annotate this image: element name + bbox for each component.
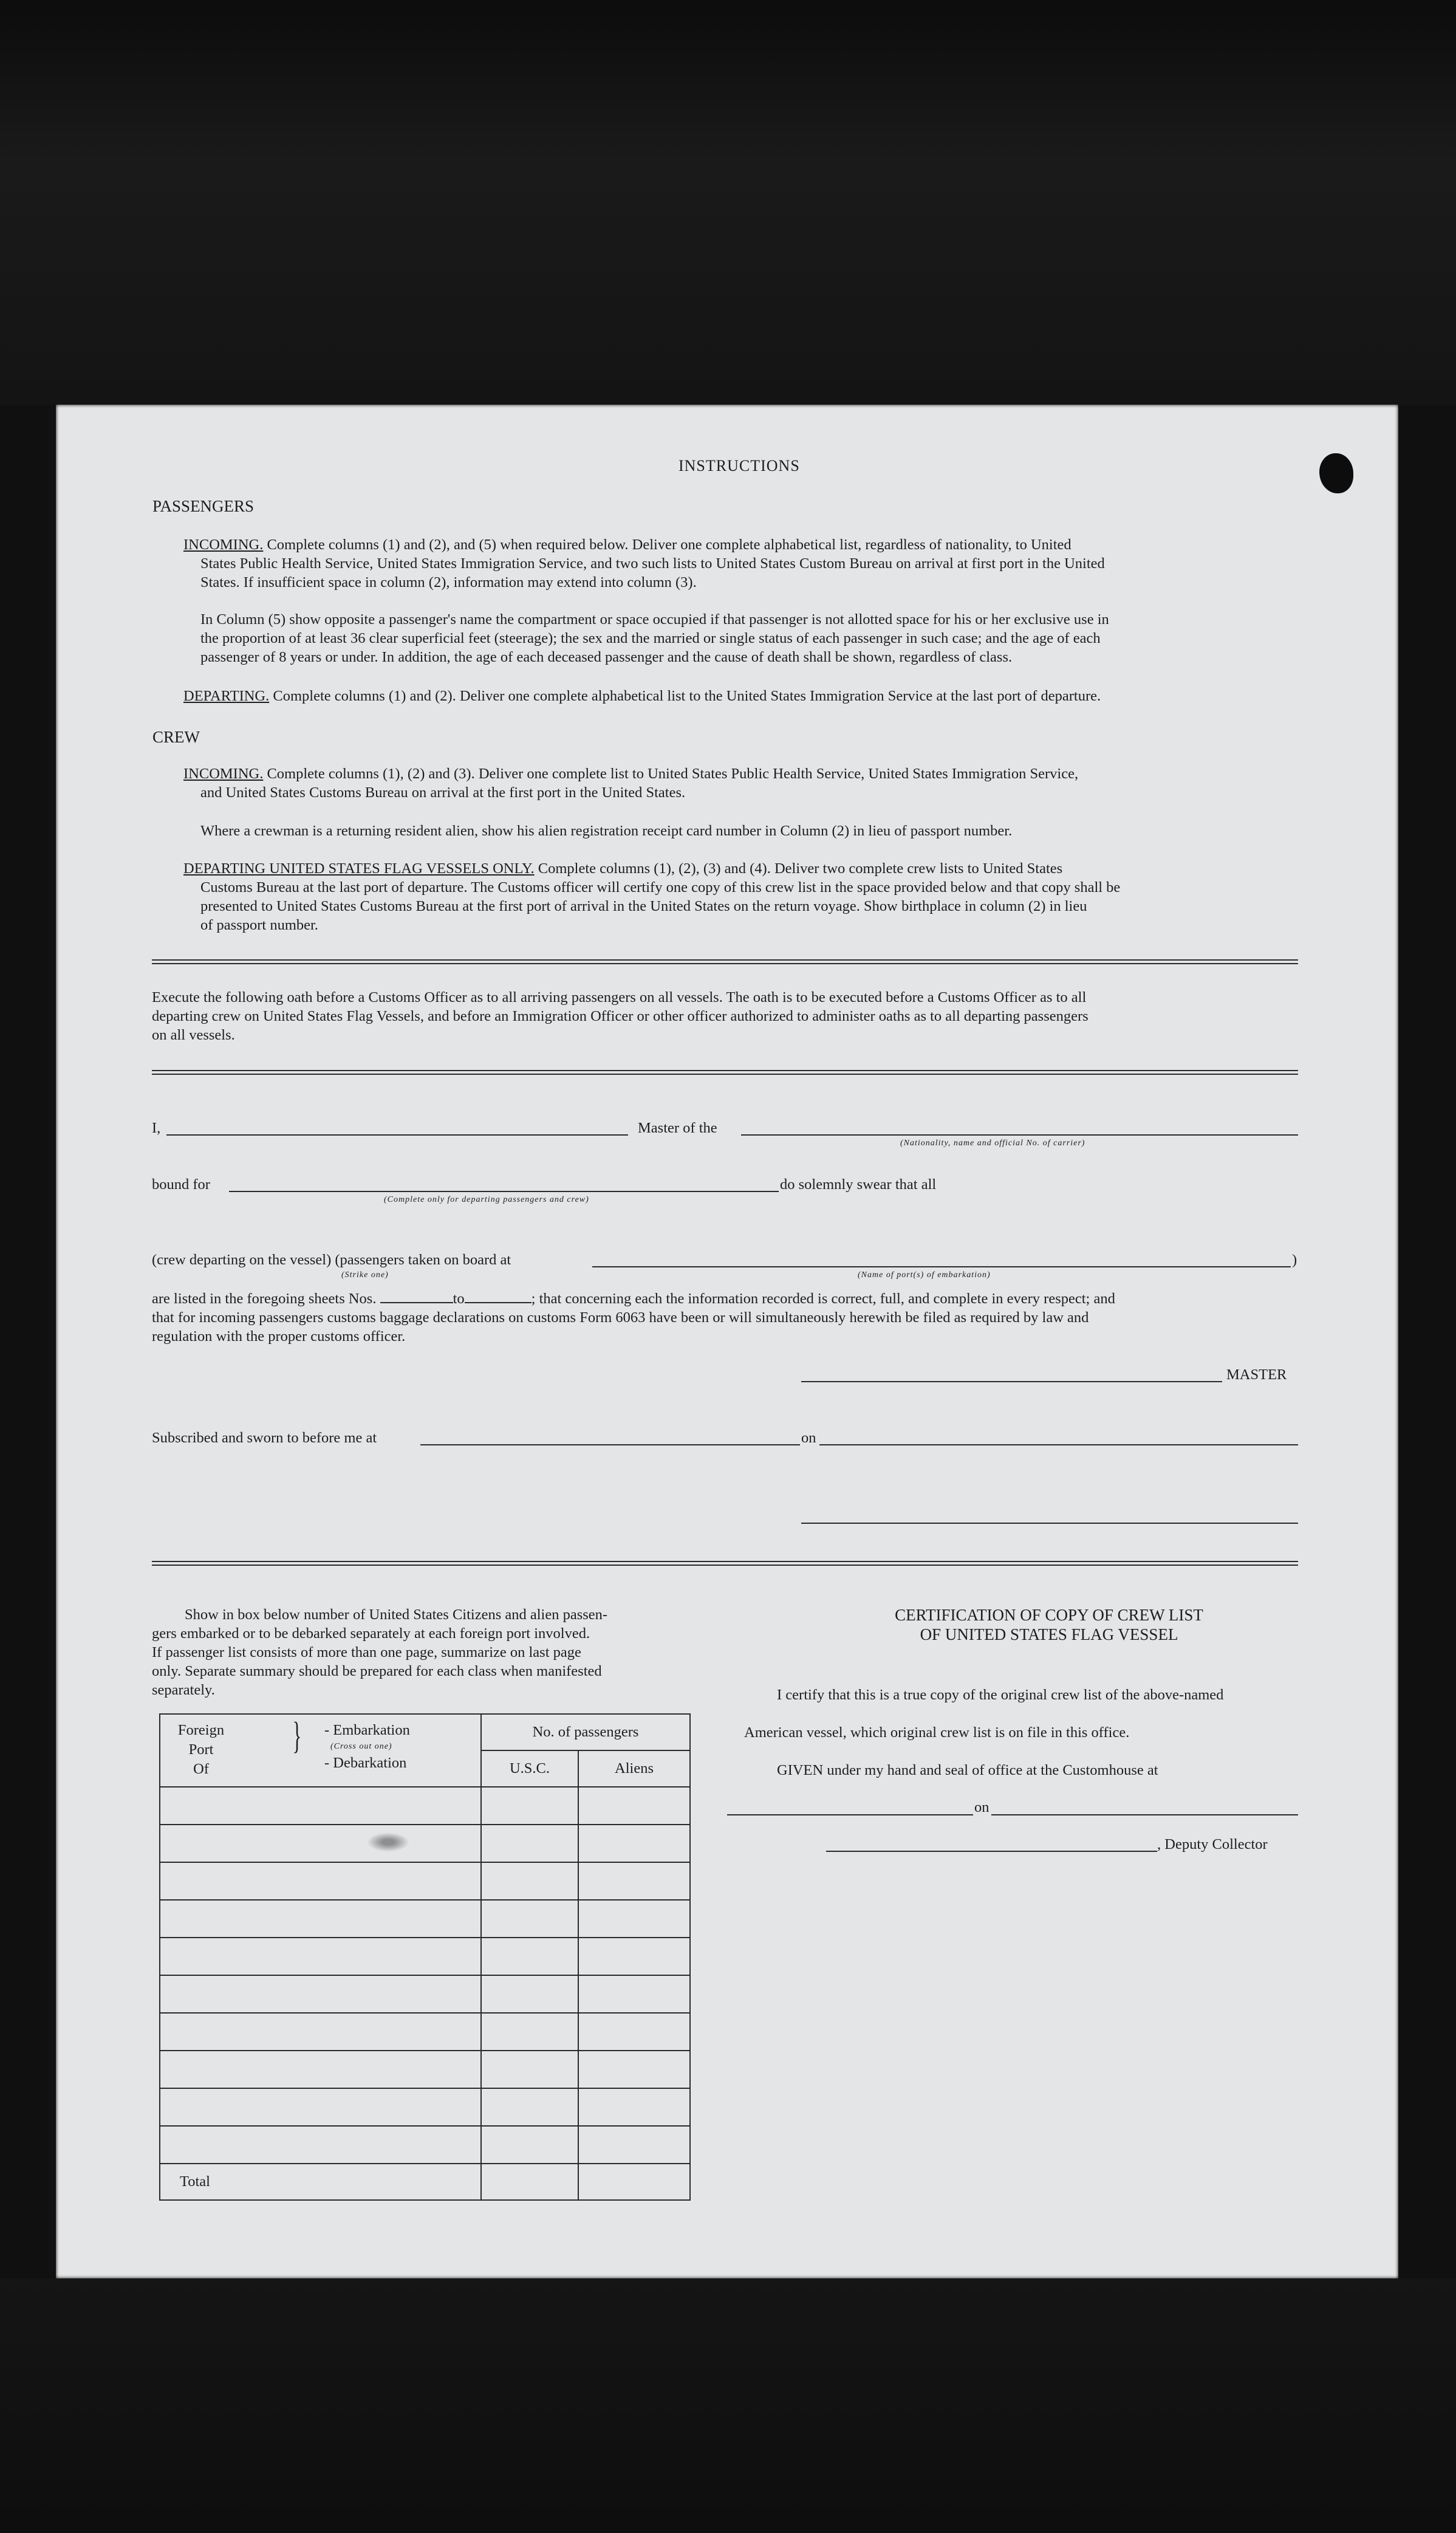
bound-caption: (Complete only for departing passengers and crew) [384,1195,589,1204]
port-cell[interactable] [160,1975,481,2013]
oath-execution-note [152,988,1298,1044]
master-signature-line[interactable] [801,1381,1222,1382]
divider [152,1070,1298,1075]
of-label: Of [193,1761,209,1777]
passengers-incoming-line: States Public Health Service, United States Immigration Service, and two such lists to United States Custom Bureau on arrival at first port in the United [200,555,1105,572]
passenger-summary-table [159,1713,691,2201]
summary-row [160,1787,690,1825]
summary-note-line: Show in box below number of United States Citizens and alien passen- [185,1606,608,1623]
swear-label: do solemnly swear that all [780,1176,937,1193]
aliens-cell[interactable] [578,1975,690,2013]
given-line: GIVEN under my hand and seal of office at the Customhouse at [777,1762,1158,1778]
master-label: MASTER [1226,1366,1287,1383]
summary-row [160,1900,690,1938]
port-cell[interactable] [160,1862,481,1900]
passengers-incoming-label: INCOMING. [183,536,264,553]
passengers-incoming-line: Complete columns (1) and (2), and (5) when required below. Deliver one complete alphabetical list, regardless of nationality, to United [267,536,1071,553]
port-cell[interactable] [160,1787,481,1825]
certification-title [773,1605,1325,1644]
oath-note-line: Execute the following oath before a Customs Officer as to all arriving passengers on all vessels. The oath is to be executed before a Customs Officer as to all [152,989,1087,1006]
usc-cell[interactable] [481,1825,578,1862]
total-aliens-cell[interactable] [578,2164,690,2200]
aliens-cell[interactable] [578,1825,690,1862]
aliens-cell[interactable] [578,1862,690,1900]
scan-background-top [0,0,1456,405]
column-5-line: In Column (5) show opposite a passenger's name the compartment or space occupied if that passenger is not allotted space for his or her exclusive use in [200,611,1109,628]
brace-glyph: } [292,1715,302,1757]
usc-cell[interactable] [481,1900,578,1938]
subscribed-date-line[interactable] [819,1444,1298,1445]
certification-title-line: OF UNITED STATES FLAG VESSEL [920,1625,1178,1644]
passengers-departing-label: DEPARTING. [183,688,270,704]
column-5-instructions [200,610,1297,667]
certify-line-1: I certify that this is a true copy of the original crew list of the above-named [777,1687,1224,1703]
sheets-to-label: to [453,1290,465,1307]
subscribed-label: Subscribed and sworn to before me at [152,1430,377,1446]
passengers-departing [183,687,1297,705]
crew-resident-alien: Where a crewman is a returning resident alien, show his alien registration receipt card number in Column (2) in lieu of passport number. [200,823,1013,839]
usc-header: U.S.C. [481,1750,578,1787]
crew-incoming-cont: and United States Customs Bureau on arrival at the first port in the United States. [200,784,686,801]
ink-smudge [367,1832,409,1852]
total-label: Total [160,2164,481,2200]
certify-on-label: on [974,1799,989,1815]
foreign-label: Foreign [177,1722,225,1738]
aliens-cell[interactable] [578,1938,690,1975]
master-name-line[interactable] [166,1134,628,1136]
sheet-to-field[interactable] [465,1302,531,1303]
total-row [160,2164,690,2200]
embarkation-label: - Embarkation [324,1722,410,1738]
summary-note [152,1605,692,1699]
summary-note-line: gers embarked or to be debarked separately at each foreign port involved. [152,1625,590,1642]
summary-note-line: separately. [152,1682,215,1698]
crew-departing-line: of passport number. [200,917,318,933]
summary-row [160,1975,690,2013]
summary-row [160,2088,690,2126]
port-cell[interactable] [160,2051,481,2088]
port-cell[interactable] [160,1825,481,1862]
passengers-heading: PASSENGERS [152,497,255,515]
summary-row [160,2126,690,2164]
vessel-line[interactable] [741,1134,1298,1136]
oath-note-line: on all vessels. [152,1027,235,1043]
crew-incoming [183,764,1297,783]
sheets-line [152,1289,1115,1308]
sheets-line-3: regulation with the proper customs officer. [152,1328,406,1345]
divider [152,959,1298,964]
officer-signature-line[interactable] [801,1523,1298,1524]
summary-row [160,2013,690,2051]
debarkation-label: - Debarkation [324,1755,407,1771]
punch-hole [1319,453,1353,493]
crew-departing-line: Customs Bureau at the last port of departure. The Customs officer will certify one copy of this crew list in the space provided below and that copy shall be [200,879,1121,896]
cross-out-caption: (Cross out one) [330,1742,392,1751]
oath-i-label: I, [152,1120,161,1136]
crew-passengers-label: (crew departing on the vessel) (passengers taken on board at [152,1252,511,1268]
no-passengers-header: No. of passengers [481,1714,690,1750]
aliens-cell[interactable] [578,2126,690,2164]
sheet-from-field[interactable] [380,1302,453,1303]
certify-line-2: American vessel, which original crew list is on file in this office. [744,1724,1130,1741]
embarkation-port-line[interactable] [592,1266,1291,1267]
deputy-signature-line[interactable] [826,1851,1157,1852]
aliens-cell[interactable] [578,2051,690,2088]
usc-cell[interactable] [481,2051,578,2088]
usc-cell[interactable] [481,2126,578,2164]
port-cell[interactable] [160,1900,481,1938]
usc-cell[interactable] [481,2088,578,2126]
strike-one-caption: (Strike one) [341,1270,389,1280]
form-sheet [56,405,1398,2278]
port-cell[interactable] [160,2013,481,2051]
crew-departing-label: DEPARTING UNITED STATES FLAG VESSELS ONLY. [183,860,535,877]
port-cell[interactable] [160,1938,481,1975]
sheets-text: ; that concerning each the information recorded is correct, full, and complete in every respect; and [531,1290,1115,1307]
sheets-line-2: that for incoming passengers customs baggage declarations on customs Form 6063 have been or will simultaneously herewith be filed as required by law and [152,1309,1089,1326]
certify-date-line[interactable] [991,1814,1298,1815]
master-of-label: Master of the [638,1120,717,1136]
summary-row [160,2051,690,2088]
crew-departing [183,859,1297,878]
port-caption: (Name of port(s) of embarkation) [858,1270,991,1280]
column-5-line: the proportion of at least 36 clear superficial feet (steerage); the sex and the married or single status of each passenger in such case; and the age of each [200,630,1101,646]
nationality-caption: (Nationality, name and official No. of carrier) [900,1139,1085,1148]
usc-cell[interactable] [481,1787,578,1825]
passengers-incoming-line: States. If insufficient space in column (2), information may extend into column (3). [200,574,697,591]
close-paren: ) [1292,1252,1297,1268]
usc-cell[interactable] [481,1938,578,1975]
summary-row [160,1825,690,1862]
aliens-header: Aliens [578,1750,690,1787]
passengers-incoming-cont [200,554,1297,592]
crew-incoming-line: Complete columns (1), (2) and (3). Deliver one complete list to United States Public Health Service, United States Immigration Service, [267,766,1079,782]
summary-note-line: only. Separate summary should be prepared for each class when manifested [152,1663,602,1679]
aliens-cell[interactable] [578,2013,690,2051]
aliens-cell[interactable] [578,2088,690,2126]
subscribed-on-label: on [801,1430,816,1446]
certification-title-line: CERTIFICATION OF COPY OF CREW LIST [895,1606,1203,1624]
oath-note-line: departing crew on United States Flag Vessels, and before an Immigration Officer or other officer authorized to administer oaths as to all departing passengers [152,1008,1089,1024]
crew-departing-cont [200,878,1297,934]
summary-body [160,1787,690,2164]
total-usc-cell[interactable] [481,2164,578,2200]
divider [152,1561,1298,1566]
summary-row [160,1862,690,1900]
usc-cell[interactable] [481,2013,578,2051]
port-cell[interactable] [160,2088,481,2126]
summary-note-line: If passenger list consists of more than one page, summarize on last page [152,1644,581,1661]
crew-incoming-label: INCOMING. [183,766,264,782]
foreign-port-header [160,1714,481,1787]
bound-for-label: bound for [152,1176,210,1193]
port-label: Port [188,1741,214,1758]
passengers-departing-line: Complete columns (1) and (2). Deliver one complete alphabetical list to the United States Immigration Service at the last port of departure. [273,688,1101,704]
crew-heading: CREW [152,728,200,746]
crew-departing-line: Complete columns (1), (2), (3) and (4). Deliver two complete crew lists to United States [538,860,1063,877]
usc-cell[interactable] [481,1975,578,2013]
passengers-incoming [183,535,1297,554]
crew-departing-line: presented to United States Customs Bureau at the first port of arrival in the United States on the return voyage. Show birthplace in column (2) in lieu [200,898,1087,914]
subscribed-place-line[interactable] [420,1444,800,1445]
instructions-title: INSTRUCTIONS [678,457,800,475]
port-cell[interactable] [160,2126,481,2164]
customhouse-line[interactable] [727,1814,973,1815]
usc-cell[interactable] [481,1862,578,1900]
aliens-cell[interactable] [578,1900,690,1938]
sheets-cont [152,1308,1298,1346]
summary-row [160,1938,690,1975]
bound-for-line[interactable] [229,1191,779,1192]
aliens-cell[interactable] [578,1787,690,1825]
column-5-line: passenger of 8 years or under. In addition, the age of each deceased passenger and the cause of death shall be shown, regardless of class. [200,649,1013,665]
scan-background-bottom [0,2278,1456,2533]
deputy-collector-label: , Deputy Collector [1157,1836,1268,1853]
sheets-label: are listed in the foregoing sheets Nos. [152,1290,377,1307]
